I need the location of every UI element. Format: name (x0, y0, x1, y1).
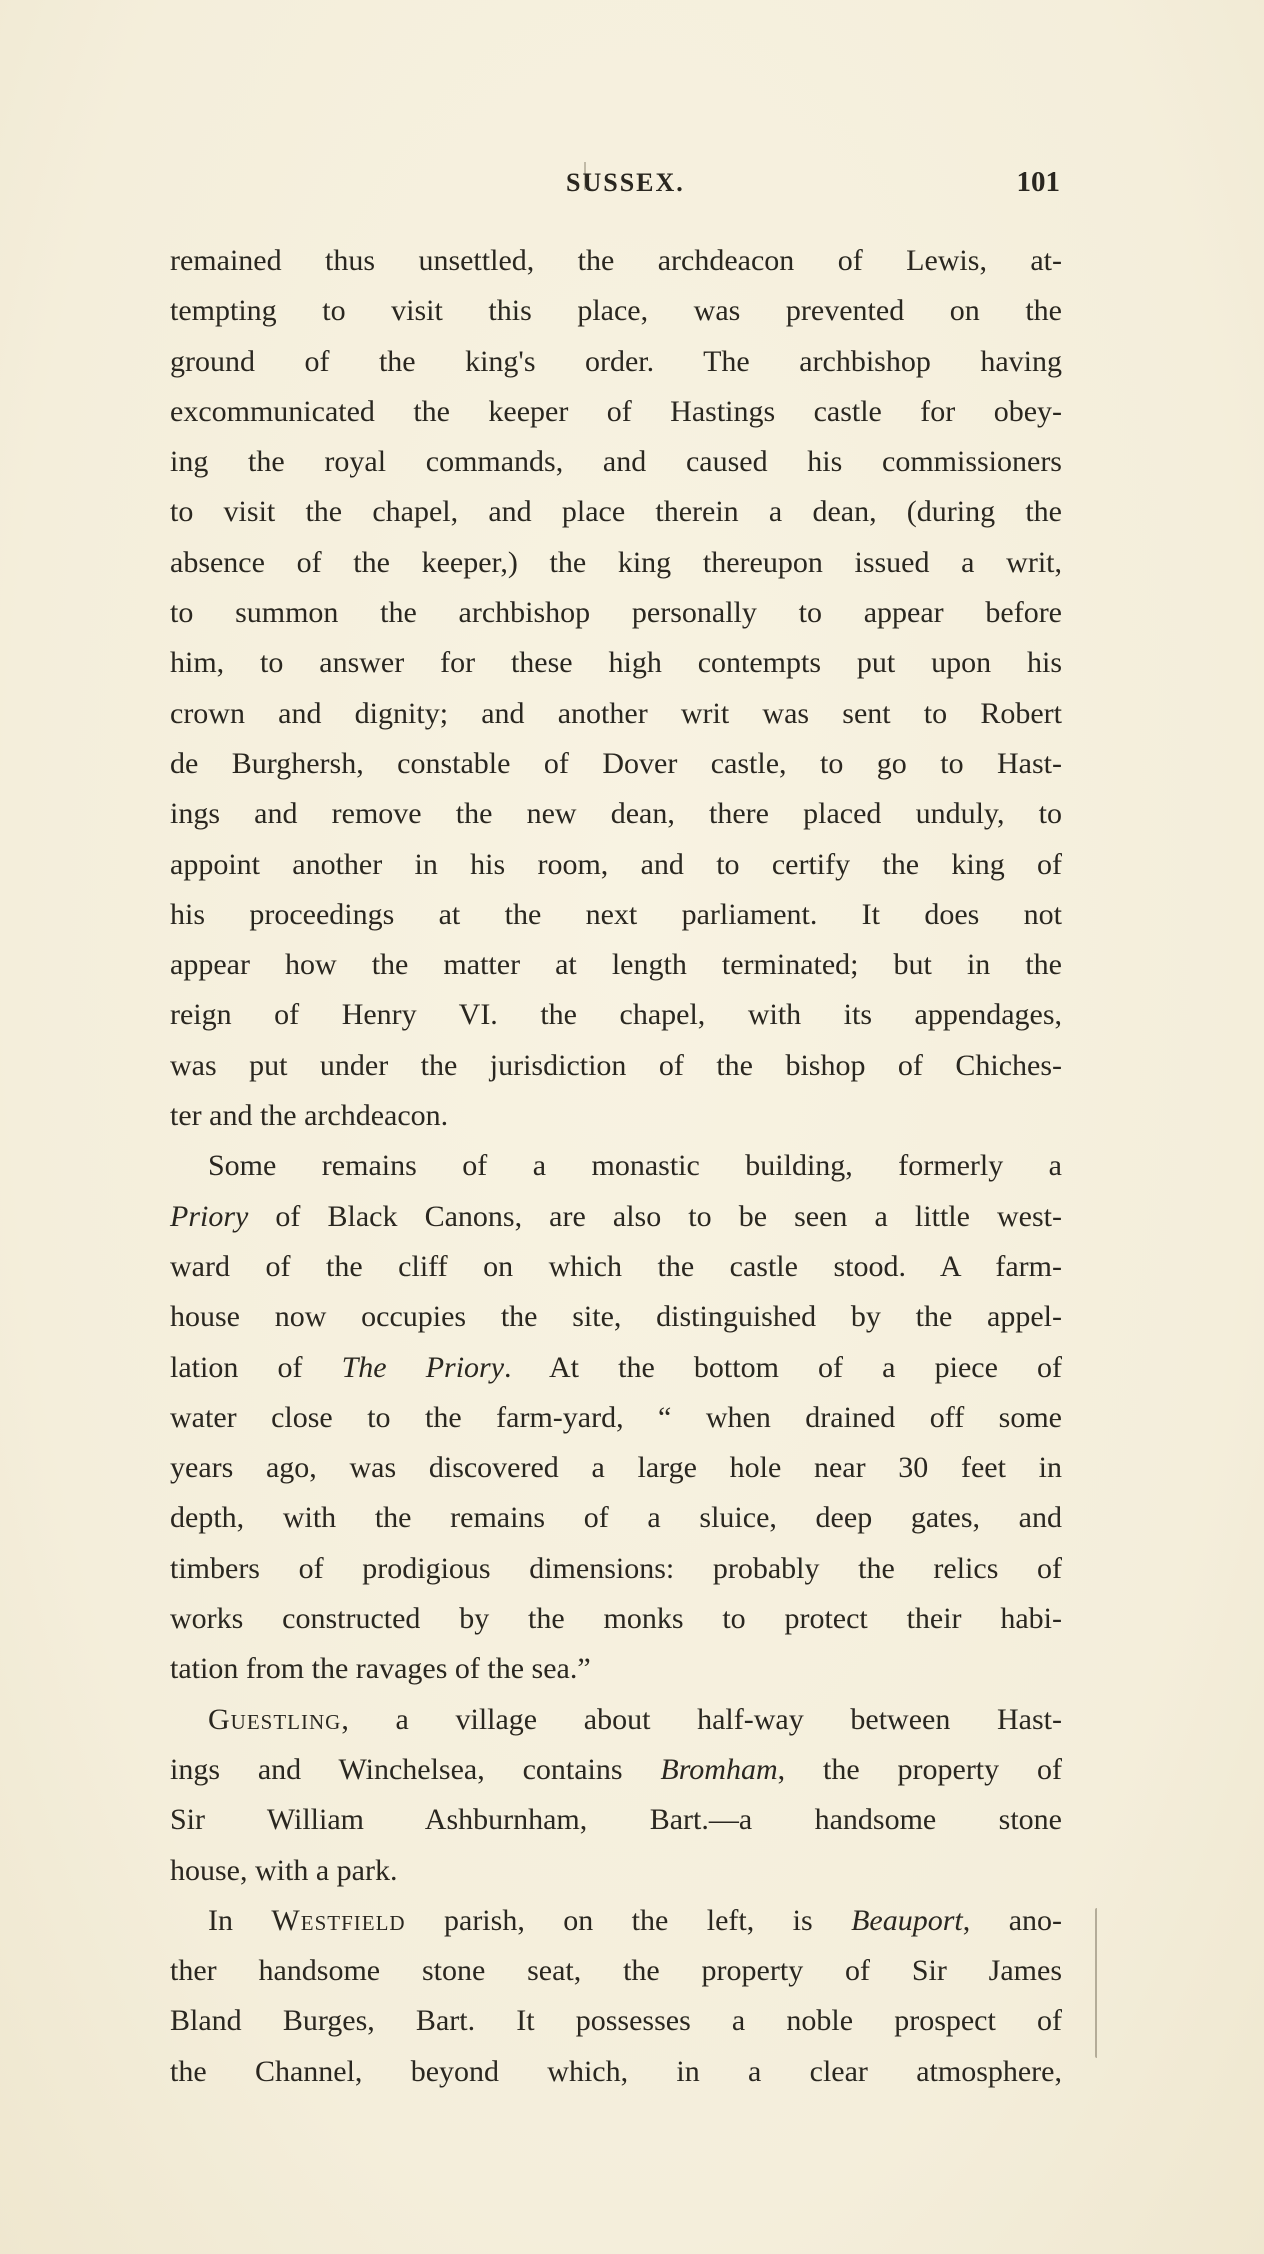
text-line: ing the royal commands, and caused his commissioners (170, 445, 1062, 479)
text-line: absence of the keeper,) the king thereupon issued a writ, (170, 545, 1062, 579)
text-line: house now occupies the site, distinguished by the appel- (170, 1300, 1062, 1334)
text-span: lation of (170, 1350, 342, 1384)
text-line: the Channel, beyond which, in a clear atmosphere, (170, 2054, 1062, 2088)
text-line: remained thus unsettled, the archdeacon of Lewis, at- (170, 244, 1062, 277)
text-span: , a village about half-way between Hast- (341, 1702, 1062, 1736)
text-line: appoint another in his room, and to certify the king of (170, 847, 1062, 881)
text-line: was put under the jurisdiction of the bishop of Chiches- (170, 1048, 1062, 1082)
text-line: works constructed by the monks to protect their habi- (170, 1602, 1062, 1636)
text-line: his proceedings at the next parliament. It does not (170, 897, 1062, 931)
text-line: ther handsome stone seat, the property of Sir James (170, 1954, 1062, 1988)
text-line (170, 1896, 1062, 1946)
text-line: him, to answer for these high contempts put upon his (170, 646, 1062, 680)
text-line: reign of Henry VI. the chapel, with its appendages, (170, 998, 1062, 1032)
text-line: house, with a park. (170, 1853, 398, 1887)
italic-term: Bromham (660, 1752, 778, 1786)
page-header (170, 168, 1070, 208)
text-line: ter and the archdeacon. (170, 1099, 449, 1133)
text-span: parish, on the left, is (405, 1903, 852, 1937)
text-line: ward of the cliff on which the castle stood. A farm- (170, 1249, 1062, 1283)
text-span: , the property of (777, 1752, 1062, 1786)
text-line: to summon the archbishop personally to appear before (170, 596, 1062, 630)
text-line: timbers of prodigious dimensions: probably the relics of (170, 1551, 1062, 1585)
text-line: Sir William Ashburnham, Bart.—a handsome stone (170, 1803, 1062, 1837)
page-number: 101 (1016, 166, 1060, 198)
small-caps-term: Guestling (208, 1702, 342, 1736)
margin-bracket-mark (1095, 1908, 1100, 2058)
text-span: ings and Winchelsea, contains (170, 1752, 661, 1786)
text-line (170, 1695, 1062, 1745)
text-line (170, 1745, 1062, 1795)
text-line: de Burghersh, constable of Dover castle, to go to Hast- (170, 746, 1062, 780)
paragraph-4 (170, 1896, 1062, 2097)
text-line (170, 1192, 1062, 1242)
text-line: tempting to visit this place, was prevented on the (170, 294, 1062, 328)
text-line: Bland Burges, Bart. It possesses a noble prospect of (170, 2004, 1062, 2038)
italic-term: The Priory (341, 1350, 505, 1384)
text-line: tation from the ravages of the sea.” (170, 1652, 591, 1686)
text-line: to visit the chapel, and place therein a dean, (during the (170, 495, 1062, 529)
text-line: years ago, was discovered a large hole near 30 feet in (170, 1451, 1062, 1485)
body-text (170, 236, 1062, 2097)
running-head: SUSSEX. (566, 168, 685, 197)
text-line (170, 1343, 1062, 1393)
text-line: appear how the matter at length terminated; but in the (170, 948, 1062, 982)
text-line: crown and dignity; and another writ was sent to Robert (170, 696, 1062, 730)
text-line: Some remains of a monastic building, formerly a (208, 1149, 1062, 1183)
text-span: , ano- (962, 1903, 1062, 1937)
text-line: excommunicated the keeper of Hastings castle for obey- (170, 394, 1062, 428)
paragraph-2 (170, 1141, 1062, 1694)
paragraph-1 (170, 236, 1062, 1141)
text-line: ings and remove the new dean, there placed unduly, to (170, 797, 1062, 831)
small-caps-term: Westfield (271, 1903, 406, 1937)
italic-term: Beauport (851, 1903, 963, 1937)
text-line: depth, with the remains of a sluice, deep gates, and (170, 1501, 1062, 1535)
text-span: of Black Canons, are also to be seen a little west- (248, 1199, 1062, 1233)
text-span: . At the bottom of a piece of (504, 1350, 1063, 1384)
text-line: ground of the king's order. The archbishop having (170, 344, 1062, 378)
text-line: water close to the farm-yard, “ when drained off some (170, 1400, 1062, 1434)
italic-term: Priory (170, 1199, 249, 1233)
paragraph-3 (170, 1695, 1062, 1896)
text-span: In (208, 1903, 272, 1937)
